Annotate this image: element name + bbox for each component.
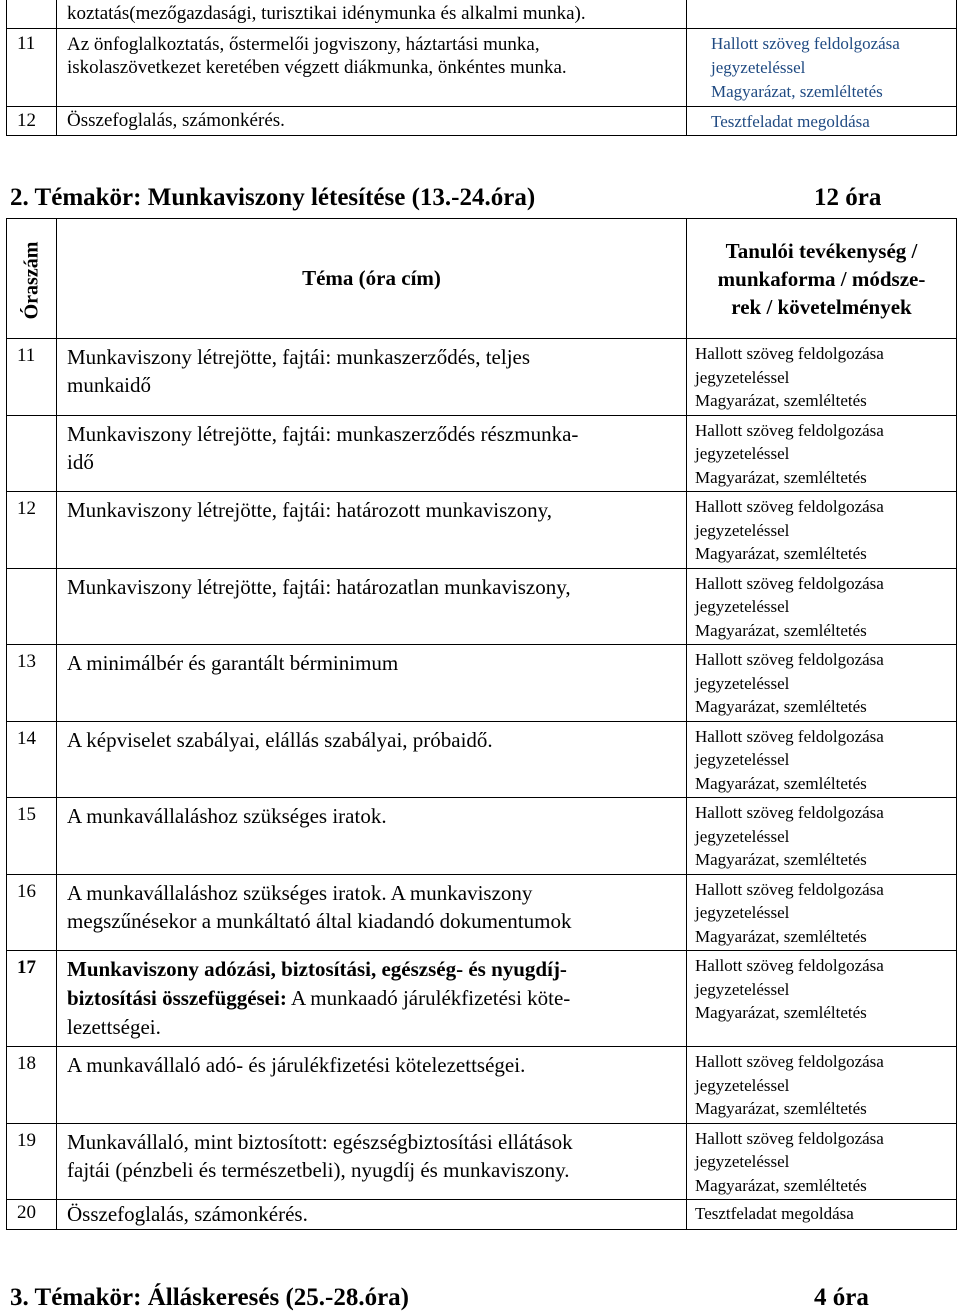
activity-line: jegyzeteléssel	[695, 750, 790, 769]
row-number: 13	[7, 645, 57, 722]
header-hour-label: Óraszám	[20, 241, 43, 320]
row-number: 12	[7, 106, 57, 136]
activity-line: jegyzeteléssel	[695, 903, 790, 922]
topic-line: A munkavállaló adó- és járulékfizetési kötelezettségei.	[67, 1053, 526, 1077]
table-row	[7, 568, 957, 645]
activity-cell	[687, 106, 957, 136]
table-row	[7, 645, 957, 722]
table-row	[7, 874, 957, 951]
activity-line: jegyzeteléssel	[695, 673, 790, 693]
activity-line: Magyarázat, szemléltetés	[711, 81, 883, 101]
topic-cell	[57, 339, 687, 416]
activity-line: Magyarázat, szemléltetés	[695, 544, 867, 563]
table-row	[7, 798, 957, 875]
section-title: 3. Témakör: Álláskeresés (25.-28.óra)	[10, 1284, 410, 1311]
activity-line: jegyzeteléssel	[695, 597, 790, 616]
activity-cell	[687, 1047, 957, 1124]
topic-line: A képviselet szabályai, elállás szabályai, próbaidő.	[67, 727, 493, 752]
topic-line: koztatás(mezőgazdasági, turisztikai idénymunka és alkalmi munka).	[67, 3, 586, 24]
topic-text: A munkaadó járulékfizetési köte-	[286, 986, 571, 1010]
topic-line: A munkavállaláshoz szükséges iratok. A munkaviszony	[67, 880, 533, 905]
row-number	[7, 0, 57, 28]
table-row	[7, 492, 957, 569]
activity-cell	[687, 339, 957, 416]
activity-line: jegyzeteléssel	[695, 979, 790, 999]
header-activity-line: Tanulói tevékenység /	[725, 238, 918, 263]
topic-line: A minimálbér és garantált bérminimum	[67, 651, 399, 675]
topic-cell	[57, 106, 687, 136]
row-number: 11	[7, 28, 57, 106]
table-row	[7, 415, 957, 492]
activity-line: Hallott szöveg feldolgozása	[695, 1128, 884, 1148]
activity-cell	[687, 1200, 957, 1230]
row-number	[7, 415, 57, 492]
activity-line: Hallott szöveg feldolgozása	[695, 726, 884, 746]
activity-line: Hallott szöveg feldolgozása	[695, 956, 884, 975]
table-row	[7, 0, 957, 28]
activity-cell	[687, 492, 957, 569]
activity-line: jegyzeteléssel	[695, 444, 790, 463]
activity-cell	[687, 721, 957, 798]
row-number: 11	[7, 339, 57, 416]
activity-line: Hallott szöveg feldolgozása	[695, 344, 884, 363]
activity-cell	[687, 415, 957, 492]
header-activity	[687, 219, 957, 339]
topic-line: lezettségei.	[67, 1015, 161, 1039]
activity-line: Hallott szöveg feldolgozása	[695, 497, 884, 516]
activity-line: Magyarázat, szemléltetés	[695, 620, 867, 640]
topic-line: Munkaviszony létrejötte, fajtái: határozatlan munkaviszony,	[67, 574, 571, 599]
activity-line: Magyarázat, szemléltetés	[695, 850, 867, 869]
activity-line: Hallott szöveg feldolgozása	[695, 650, 884, 669]
activity-line: Hallott szöveg feldolgozása	[695, 1052, 884, 1071]
topic-cell	[57, 721, 687, 798]
header-activity-line: rek / követelmények	[731, 294, 912, 319]
activity-line: Tesztfeladat megoldása	[711, 111, 870, 131]
activity-line: Magyarázat, szemléltetés	[695, 697, 867, 716]
activity-cell	[687, 0, 957, 28]
topic-cell	[57, 1123, 687, 1200]
row-number: 17	[7, 951, 57, 1047]
topic-line: idő	[67, 449, 94, 474]
activity-line: Magyarázat, szemléltetés	[695, 926, 867, 946]
row-number: 18	[7, 1047, 57, 1124]
topic-cell	[57, 1200, 687, 1230]
activity-cell	[687, 874, 957, 951]
activity-cell	[687, 28, 957, 106]
top-table	[6, 0, 957, 136]
topic-line: Az önfoglalkoztatás, őstermelői jogviszony, háztartási munka,	[67, 33, 540, 55]
activity-line: Magyarázat, szemléltetés	[695, 1003, 867, 1022]
header-topic: Téma (óra cím)	[57, 219, 687, 339]
activity-cell	[687, 798, 957, 875]
topic-line: megszűnésekor a munkáltató által kiadandó dokumentumok	[67, 908, 572, 933]
row-number: 12	[7, 492, 57, 569]
section-title: 2. Témakör: Munkaviszony létesítése (13.-24.óra)	[10, 184, 536, 211]
topic-line: Összefoglalás, számonkérés.	[67, 109, 285, 131]
row-number	[7, 568, 57, 645]
table-row	[7, 1123, 957, 1200]
activity-line: jegyzeteléssel	[695, 1075, 790, 1095]
topic-bold-text: biztosítási összefüggései:	[67, 986, 287, 1010]
table-row	[7, 339, 957, 416]
topic-cell	[57, 951, 687, 1047]
activity-line: Hallott szöveg feldolgozása	[695, 803, 884, 822]
header-hour-number	[7, 219, 57, 339]
topic-line: A munkavállaláshoz szükséges iratok.	[67, 804, 387, 828]
table-row	[7, 1047, 957, 1124]
activity-line: Magyarázat, szemléltetés	[695, 773, 867, 793]
topic-cell	[57, 28, 687, 106]
activity-line: Magyarázat, szemléltetés	[695, 1099, 867, 1118]
row-number: 15	[7, 798, 57, 875]
topic-cell	[57, 645, 687, 722]
header-activity-line: munkaforma / módsze-	[717, 266, 926, 291]
topic-line: Munkaviszony létrejötte, fajtái: munkaszerződés részmunka-	[67, 421, 579, 446]
table-row	[7, 1200, 957, 1230]
topic-line: munkaidő	[67, 373, 151, 397]
table-row	[7, 106, 957, 136]
activity-line: Tesztfeladat megoldása	[695, 1204, 854, 1223]
table-row	[7, 28, 957, 106]
topic-line	[67, 984, 680, 1013]
activity-cell	[687, 951, 957, 1047]
topic-cell	[57, 798, 687, 875]
activity-line: jegyzeteléssel	[695, 826, 790, 846]
activity-line: Magyarázat, szemléltetés	[695, 467, 867, 487]
row-number: 19	[7, 1123, 57, 1200]
topic-line: Munkaviszony létrejötte, fajtái: határozott munkaviszony,	[67, 498, 552, 522]
topic-cell	[57, 492, 687, 569]
activity-cell	[687, 1123, 957, 1200]
activity-line: jegyzeteléssel	[695, 520, 790, 540]
topic-cell	[57, 0, 687, 28]
row-number: 20	[7, 1200, 57, 1230]
topic-line: Összefoglalás, számonkérés.	[67, 1202, 308, 1226]
topic-cell	[57, 568, 687, 645]
activity-line: jegyzeteléssel	[695, 367, 790, 387]
topic-line: Munkavállaló, mint biztosított: egészségbiztosítási ellátások	[67, 1129, 573, 1154]
activity-line: Hallott szöveg feldolgozása	[695, 420, 884, 440]
section2-table	[6, 218, 957, 1230]
table-row	[7, 951, 957, 1047]
row-number: 16	[7, 874, 57, 951]
activity-line: Hallott szöveg feldolgozása	[695, 879, 884, 899]
activity-line: jegyzeteléssel	[695, 1152, 790, 1171]
topic-line: iskolaszövetkezet keretében végzett diákmunka, önkéntes munka.	[67, 56, 567, 78]
section-hours: 4 óra	[814, 1284, 869, 1311]
topic-cell	[57, 415, 687, 492]
activity-line: Hallott szöveg feldolgozása	[695, 573, 884, 593]
topic-cell	[57, 1047, 687, 1124]
activity-cell	[687, 568, 957, 645]
topic-line: fajtái (pénzbeli és természetbeli), nyugdíj és munkaviszony.	[67, 1157, 570, 1182]
activity-line: Magyarázat, szemléltetés	[695, 1175, 867, 1195]
section-hours: 12 óra	[814, 184, 882, 211]
topic-line: Munkaviszony adózási, biztosítási, egészség- és nyugdíj-	[67, 957, 567, 981]
activity-line: Hallott szöveg feldolgozása	[711, 33, 900, 53]
activity-line: Magyarázat, szemléltetés	[695, 391, 867, 410]
row-number: 14	[7, 721, 57, 798]
header-row	[7, 219, 957, 339]
activity-line: jegyzeteléssel	[711, 57, 806, 77]
topic-line: Munkaviszony létrejötte, fajtái: munkaszerződés, teljes	[67, 345, 531, 369]
activity-cell	[687, 645, 957, 722]
topic-cell	[57, 874, 687, 951]
table-row	[7, 721, 957, 798]
